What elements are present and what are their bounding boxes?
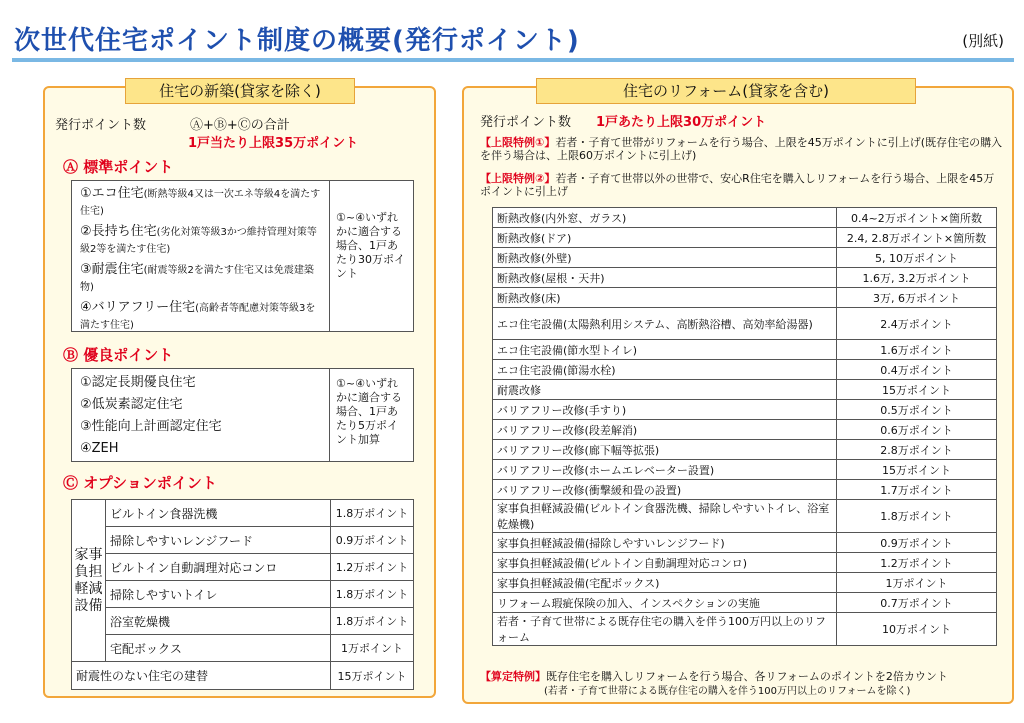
table-cell: バリアフリー改修(ホームエレベーター設置) (493, 460, 837, 480)
page-title: 次世代住宅ポイント制度の概要(発行ポイント) (14, 26, 580, 56)
table-cell: 1.8万ポイント (331, 581, 414, 608)
reform-issued-limit: 1戸あたり上限30万ポイント (596, 115, 767, 130)
list-item: ①認定長期優良住宅 (80, 375, 196, 390)
table-cell: 若者・子育て世帯による既存住宅の購入を伴う100万円以上のリフォーム (493, 613, 837, 646)
limit-exception-2 (480, 172, 1004, 198)
table-cell: 家事負担軽減設備(宅配ボックス) (493, 573, 837, 593)
standard-points-list (80, 186, 325, 338)
excellent-points-heading: Ⓑ 優良ポイント (63, 346, 174, 364)
table-cell: バリアフリー改修(段差解消) (493, 420, 837, 440)
new-construction-header: 住宅の新築(貸家を除く) (125, 78, 355, 104)
table-cell: 10万ポイント (837, 613, 997, 646)
housework-equipment-label: 家事負担軽減設備 (72, 500, 106, 662)
table-row (493, 593, 997, 613)
table-row (493, 533, 997, 553)
limit-exception-1-label: 【上限特例①】 (480, 136, 556, 149)
excellent-points-list (80, 375, 325, 463)
table-row (72, 554, 414, 581)
excellent-points-box (71, 368, 414, 462)
table-cell: 0.9万ポイント (331, 527, 414, 554)
table-cell: 2.8万ポイント (837, 440, 997, 460)
standard-points-heading: Ⓐ 標準ポイント (63, 158, 174, 176)
table-cell: ビルトイン食器洗機 (106, 500, 331, 527)
reform-header: 住宅のリフォーム(貸家を含む) (536, 78, 916, 104)
calculation-exception-text: 既存住宅を購入しリフォームを行う場合、各リフォームのポイントを2倍カウント (546, 670, 948, 683)
table-row (493, 553, 997, 573)
reform-issued-label: 発行ポイント数 (480, 115, 572, 130)
table-cell: 掃除しやすいトイレ (106, 581, 331, 608)
table-cell: 1万ポイント (331, 635, 414, 662)
table-cell: バリアフリー改修(手すり) (493, 400, 837, 420)
table-cell: エコ住宅設備(太陽熱利用システム、高断熱浴槽、高効率給湯器) (493, 308, 837, 340)
table-cell: リフォーム瑕疵保険の加入、インスペクションの実施 (493, 593, 837, 613)
table-cell: 1.8万ポイント (331, 500, 414, 527)
option-points-table (71, 499, 414, 690)
table-row (493, 268, 997, 288)
table-cell: 1.8万ポイント (331, 608, 414, 635)
table-cell: 0.9万ポイント (837, 533, 997, 553)
table-cell: 断熱改修(内外窓、ガラス) (493, 208, 837, 228)
table-row (493, 613, 997, 646)
table-cell: 3万, 6万ポイント (837, 288, 997, 308)
table-cell: エコ住宅設備(節水型トイレ) (493, 340, 837, 360)
table-row (493, 500, 997, 533)
table-cell: 1.6万, 3.2万ポイント (837, 268, 997, 288)
table-cell: 浴室乾燥機 (106, 608, 331, 635)
standard-points-box (71, 180, 414, 332)
table-cell: 家事負担軽減設備(ビルトイン自動調理対応コンロ) (493, 553, 837, 573)
table-cell: 断熱改修(床) (493, 288, 837, 308)
table-row (72, 662, 414, 690)
table-cell: 0.4~2万ポイント×箇所数 (837, 208, 997, 228)
table-row (493, 208, 997, 228)
limit-exception-2-label: 【上限特例②】 (480, 172, 556, 185)
issued-points-label: 発行ポイント数 (55, 118, 147, 133)
attachment-label: (別紙) (962, 32, 1004, 50)
table-row (493, 248, 997, 268)
table-cell: 1万ポイント (837, 573, 997, 593)
table-cell: ビルトイン自動調理対応コンロ (106, 554, 331, 581)
table-cell: 宅配ボックス (106, 635, 331, 662)
standard-points-note: ①~④いずれかに適合する場合、1戸あたり30万ポイント (336, 211, 405, 280)
list-item: ④ZEH (80, 441, 119, 456)
list-item: ①エコ住宅(断熱等級4又は一次エネ等級4を満たす住宅) (80, 186, 321, 217)
new-construction-panel (43, 82, 436, 698)
list-item: ③性能向上計画認定住宅 (80, 419, 222, 434)
table-cell: エコ住宅設備(節湯水栓) (493, 360, 837, 380)
reform-points-table (492, 207, 997, 646)
list-item: ②低炭素認定住宅 (80, 397, 183, 412)
table-cell: 1.6万ポイント (837, 340, 997, 360)
table-cell: 断熱改修(ドア) (493, 228, 837, 248)
table-row (72, 500, 414, 527)
list-item: ④バリアフリー住宅(高齢者等配慮対策等級3を満たす住宅) (80, 300, 316, 331)
table-cell: 15万ポイント (837, 380, 997, 400)
table-row (493, 360, 997, 380)
calculation-exception-note: (若者・子育て世帯による既存住宅の購入を伴う100万円以上のリフォームを除く) (544, 686, 911, 697)
limit-exception-2-text: 若者・子育て世帯以外の世帯で、安心R住宅を購入しリフォームを行う場合、上限を45万ポイントに引上げ (480, 172, 995, 198)
table-row (72, 635, 414, 662)
table-cell: 5, 10万ポイント (837, 248, 997, 268)
calculation-exception-label: 【算定特例】 (480, 670, 546, 683)
table-cell: 耐震性のない住宅の建替 (72, 662, 331, 690)
table-row (72, 608, 414, 635)
table-cell: 家事負担軽減設備(掃除しやすいレンジフード) (493, 533, 837, 553)
table-row (493, 420, 997, 440)
table-cell: 1.8万ポイント (837, 500, 997, 533)
table-cell: 1.2万ポイント (837, 553, 997, 573)
table-cell: 0.5万ポイント (837, 400, 997, 420)
table-row (493, 288, 997, 308)
table-cell: 0.6万ポイント (837, 420, 997, 440)
table-row (493, 400, 997, 420)
table-cell: 0.7万ポイント (837, 593, 997, 613)
table-cell: 家事負担軽減設備(ビルトイン食器洗機、掃除しやすいトイレ、浴室乾燥機) (493, 500, 837, 533)
title-underline (12, 58, 1014, 62)
calculation-exception (480, 670, 1004, 683)
table-row (493, 340, 997, 360)
table-cell: 2.4, 2.8万ポイント×箇所数 (837, 228, 997, 248)
table-row (493, 228, 997, 248)
table-row (493, 440, 997, 460)
excellent-points-note: ①~④いずれかに適合する場合、1戸あたり5万ポイント加算 (336, 377, 402, 446)
table-cell: 1.2万ポイント (331, 554, 414, 581)
table-row (493, 308, 997, 340)
issued-points-formula: Ⓐ+Ⓑ+Ⓒの合計 (190, 118, 290, 133)
issued-points-limit: 1戸当たり上限35万ポイント (188, 136, 359, 151)
table-row (493, 573, 997, 593)
table-cell: 掃除しやすいレンジフード (106, 527, 331, 554)
list-item: ②長持ち住宅(劣化対策等級3かつ維持管理対策等級2等を満たす住宅) (80, 224, 317, 255)
table-row (493, 380, 997, 400)
table-cell: 2.4万ポイント (837, 308, 997, 340)
table-cell: 断熱改修(屋根・天井) (493, 268, 837, 288)
table-cell: 1.7万ポイント (837, 480, 997, 500)
table-row (72, 527, 414, 554)
list-item: ③耐震住宅(耐震等級2を満たす住宅又は免震建築物) (80, 262, 314, 293)
table-cell: バリアフリー改修(衝撃緩和畳の設置) (493, 480, 837, 500)
table-cell: 耐震改修 (493, 380, 837, 400)
limit-exception-1-text: 若者・子育て世帯がリフォームを行う場合、上限を45万ポイントに引上げ(既存住宅の購入を伴う場合は、上限60万ポイントに引上げ) (480, 136, 1003, 162)
table-cell: バリアフリー改修(廊下幅等拡張) (493, 440, 837, 460)
table-cell: 15万ポイント (331, 662, 414, 690)
table-row (72, 581, 414, 608)
table-cell: 15万ポイント (837, 460, 997, 480)
limit-exception-1 (480, 136, 1004, 162)
table-cell: 断熱改修(外壁) (493, 248, 837, 268)
reform-panel (462, 82, 1014, 704)
table-cell: 0.4万ポイント (837, 360, 997, 380)
table-row (493, 480, 997, 500)
option-points-heading: Ⓒ オプションポイント (63, 474, 217, 492)
table-row (493, 460, 997, 480)
